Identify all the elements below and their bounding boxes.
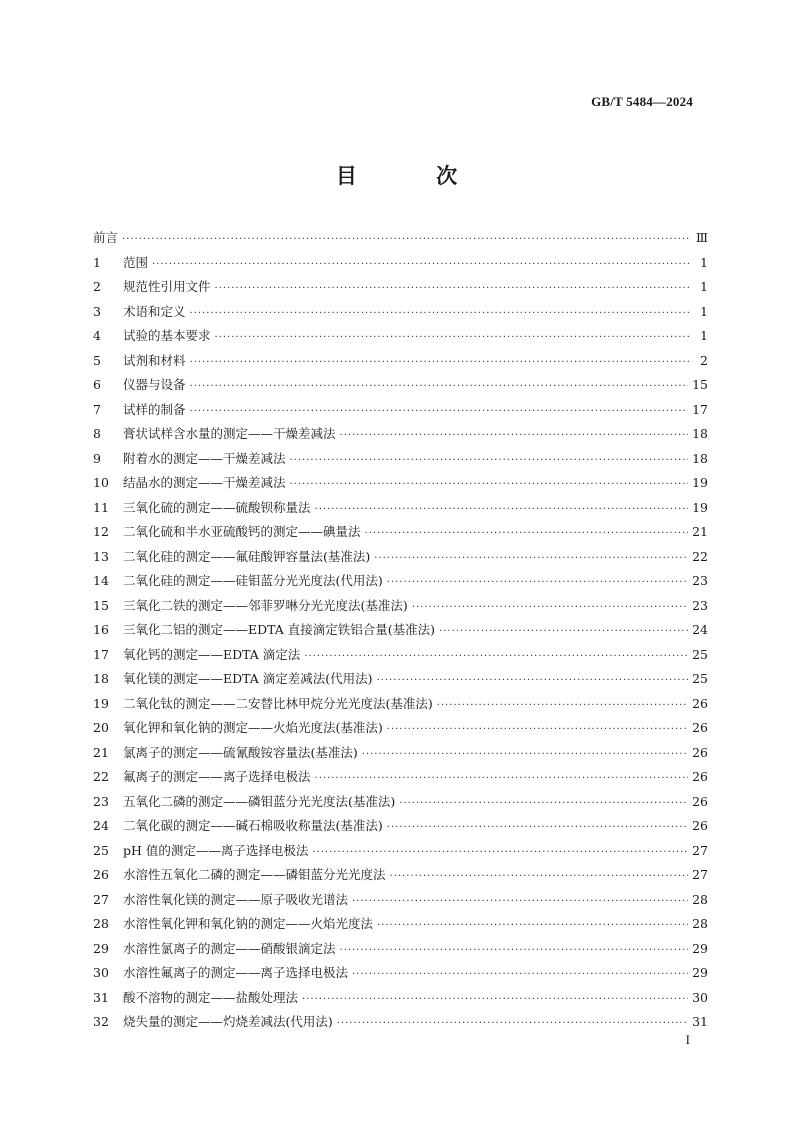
toc-entry[interactable] (93, 937, 708, 962)
toc-leader-dots (412, 596, 688, 621)
toc-entry-title: 结晶水的测定——干燥差减法 (123, 475, 286, 490)
toc-entry-page: 22 (692, 548, 708, 564)
toc-entry[interactable] (93, 692, 708, 717)
toc-entry-page: 28 (692, 891, 708, 907)
toc-entry-title: 术语和定义 (123, 303, 186, 319)
toc-entry[interactable] (93, 986, 708, 1011)
toc-entry-title: 五氧化二磷的测定——磷钼蓝分光光度法(基准法) (123, 793, 396, 809)
toc-leader-dots (377, 914, 688, 939)
toc-entry-number: 30 (93, 965, 109, 980)
toc-leader-dots (312, 841, 688, 866)
toc-entry[interactable] (93, 569, 708, 594)
toc-entry-page: 23 (692, 573, 708, 588)
toc-leader-dots (152, 253, 690, 278)
toc-leader-dots (387, 718, 688, 743)
toc-leader-dots (387, 816, 688, 841)
toc-entry[interactable] (93, 324, 708, 349)
toc-entry-number: 21 (93, 744, 109, 760)
toc-entry[interactable] (93, 618, 708, 643)
toc-entry[interactable] (93, 741, 708, 766)
toc-entry-page: 15 (692, 377, 708, 392)
toc-entry-title: 氧化镁的测定——EDTA 滴定差减法(代用法) (123, 671, 373, 686)
table-of-contents (93, 226, 708, 1035)
toc-entry-page: 26 (692, 720, 708, 735)
toc-entry[interactable] (93, 447, 708, 472)
toc-entry-page: Ⅲ (695, 230, 708, 245)
toc-entry-title: 氧化钙的测定——EDTA 滴定法 (123, 646, 301, 662)
toc-entry-number: 20 (93, 720, 109, 735)
toc-leader-dots (190, 351, 690, 376)
toc-entry-title: 膏状试样含水量的测定——干燥差减法 (123, 426, 336, 441)
toc-entry[interactable] (93, 520, 708, 545)
toc-entry[interactable] (93, 373, 708, 398)
toc-entry[interactable] (93, 643, 708, 668)
toc-entry-title: 二氧化硅的测定——氟硅酸钾容量法(基准法) (123, 548, 371, 564)
toc-entry[interactable] (93, 716, 708, 741)
toc-entry[interactable] (93, 471, 708, 496)
toc-entry-title: 三氧化硫的测定——硫酸钡称量法 (123, 499, 311, 515)
toc-leader-dots (122, 228, 690, 253)
toc-entry[interactable] (93, 790, 708, 815)
toc-entry-title: 水溶性氟离子的测定——离子选择电极法 (123, 965, 349, 980)
toc-entry[interactable] (93, 398, 708, 423)
toc-leader-dots (377, 669, 689, 694)
toc-entry[interactable] (93, 667, 708, 692)
toc-entry-title: 水溶性氧化钾和氧化钠的测定——火焰光度法 (123, 916, 374, 931)
toc-leader-dots (302, 988, 688, 1013)
toc-entry-title: 试验的基本要求 (123, 328, 211, 343)
toc-entry-page: 1 (700, 279, 708, 294)
toc-entry-number: 12 (93, 524, 109, 539)
toc-entry-number: 27 (93, 891, 109, 907)
toc-leader-dots (390, 865, 689, 890)
toc-entry-number: 13 (93, 548, 109, 564)
toc-entry-title: 三氧化二铝的测定——EDTA 直接滴定铁铝合量(基准法) (123, 622, 436, 637)
toc-entry-title: 规范性引用文件 (123, 279, 211, 294)
toc-entry-title: 氯离子的测定——硫氰酸铵容量法(基准法) (123, 744, 358, 760)
toc-entry-title: 前言 (93, 230, 119, 245)
toc-entry-number: 4 (93, 328, 101, 343)
toc-leader-dots (190, 375, 689, 400)
toc-entry-number: 32 (93, 1014, 109, 1029)
toc-entry-number: 11 (93, 499, 109, 515)
toc-entry-page: 17 (692, 401, 708, 417)
toc-entry-number: 23 (93, 793, 109, 809)
toc-leader-dots (215, 326, 690, 351)
toc-entry-title: 二氧化硅的测定——硅钼蓝分光光度法(代用法) (123, 573, 383, 588)
toc-entry-title: 二氧化钛的测定——二安替比林甲烷分光光度法(基准法) (123, 695, 433, 711)
toc-entry-title: 酸不溶物的测定——盐酸处理法 (123, 989, 299, 1005)
toc-leader-dots (337, 1012, 688, 1037)
toc-entry[interactable] (93, 888, 708, 913)
toc-entry-number: 16 (93, 622, 109, 637)
toc-entry[interactable] (93, 496, 708, 521)
toc-entry[interactable] (93, 545, 708, 570)
toc-entry[interactable] (93, 814, 708, 839)
toc-leader-dots (340, 939, 689, 964)
toc-entry[interactable] (93, 349, 708, 374)
toc-entry[interactable] (93, 912, 708, 937)
toc-entry[interactable] (93, 863, 708, 888)
toc-entry-title: 试剂和材料 (123, 352, 186, 368)
toc-entry-page: 26 (692, 793, 708, 809)
toc-entry-page: 26 (692, 769, 708, 784)
toc-entry-number: 26 (93, 867, 109, 882)
page-title: 目 次 (335, 164, 494, 188)
toc-entry-page: 30 (692, 989, 708, 1005)
toc-entry-page: 31 (692, 1014, 708, 1029)
toc-leader-dots (315, 767, 689, 792)
toc-entry-number: 29 (93, 940, 109, 956)
toc-entry-number: 2 (93, 279, 101, 294)
toc-entry[interactable] (93, 226, 708, 251)
toc-entry-page: 24 (692, 622, 708, 637)
toc-leader-dots (352, 963, 688, 988)
toc-leader-dots (352, 890, 688, 915)
toc-entry-number: 14 (93, 573, 109, 588)
toc-leader-dots (362, 743, 688, 768)
toc-entry-page: 19 (692, 475, 708, 490)
toc-entry-title: 仪器与设备 (123, 377, 186, 392)
toc-entry-number: 18 (93, 671, 109, 686)
toc-entry-page: 2 (700, 352, 708, 368)
toc-entry[interactable] (93, 251, 708, 276)
toc-entry-number: 22 (93, 769, 109, 784)
toc-entry[interactable] (93, 275, 708, 300)
toc-entry-title: 二氧化碳的测定——碱石棉吸收称量法(基准法) (123, 818, 383, 833)
toc-entry-page: 28 (692, 916, 708, 931)
toc-entry-title: 附着水的测定——干燥差减法 (123, 450, 286, 466)
toc-entry-number: 24 (93, 818, 109, 833)
toc-entry-page: 25 (692, 646, 708, 662)
toc-entry-number: 15 (93, 597, 109, 613)
toc-entry-page: 1 (700, 254, 708, 270)
toc-entry-page: 27 (692, 867, 708, 882)
toc-leader-dots (439, 620, 688, 645)
toc-entry-page: 1 (700, 328, 708, 343)
toc-entry-page: 23 (692, 597, 708, 613)
toc-entry-number: 5 (93, 352, 101, 368)
toc-entry-number: 9 (93, 450, 101, 466)
toc-leader-dots (387, 571, 688, 596)
toc-entry-title: 三氧化二铁的测定——邻菲罗啉分光光度法(基准法) (123, 597, 408, 613)
toc-leader-dots (365, 522, 689, 547)
toc-entry[interactable] (93, 1010, 708, 1035)
toc-entry-page: 26 (692, 744, 708, 760)
toc-entry-number: 19 (93, 695, 109, 711)
toc-entry-page: 25 (692, 671, 708, 686)
toc-entry[interactable] (93, 594, 708, 619)
toc-leader-dots (340, 424, 689, 449)
toc-entry-page: 27 (692, 842, 708, 858)
toc-entry-number: 10 (93, 475, 109, 490)
toc-entry-number: 28 (93, 916, 109, 931)
toc-entry[interactable] (93, 422, 708, 447)
standard-code: GB/T 5484—2024 (591, 94, 693, 109)
toc-entry-page: 18 (692, 450, 708, 466)
toc-entry-title: 烧失量的测定——灼烧差减法(代用法) (123, 1014, 333, 1029)
toc-entry-page: 29 (692, 940, 708, 956)
toc-entry-number: 25 (93, 842, 109, 858)
toc-leader-dots (290, 473, 689, 498)
toc-leader-dots (315, 498, 689, 523)
toc-leader-dots (215, 277, 690, 302)
toc-entry-number: 31 (93, 989, 109, 1005)
toc-entry-page: 1 (700, 303, 708, 319)
toc-leader-dots (399, 792, 688, 817)
toc-entry-title: 二氧化硫和半水亚硫酸钙的测定——碘量法 (123, 524, 361, 539)
toc-entry-page: 18 (692, 426, 708, 441)
toc-entry-title: 氧化钾和氧化钠的测定——火焰光度法(基准法) (123, 720, 383, 735)
toc-entry-number: 3 (93, 303, 101, 319)
toc-entry[interactable] (93, 300, 708, 325)
toc-entry-page: 21 (692, 524, 708, 539)
toc-entry-page: 19 (692, 499, 708, 515)
toc-leader-dots (290, 449, 689, 474)
toc-entry-title: 试样的制备 (123, 401, 186, 417)
toc-leader-dots (304, 645, 688, 670)
toc-entry-number: 6 (93, 377, 101, 392)
toc-entry[interactable] (93, 961, 708, 986)
toc-entry-page: 29 (692, 965, 708, 980)
toc-entry-title: 水溶性氯离子的测定——硝酸银滴定法 (123, 940, 336, 956)
toc-leader-dots (190, 302, 690, 327)
toc-entry-number: 7 (93, 401, 101, 417)
toc-entry-title: 范围 (123, 254, 149, 270)
toc-entry-title: pH 值的测定——离子选择电极法 (123, 842, 309, 858)
toc-entry-title: 水溶性氧化镁的测定——原子吸收光谱法 (123, 891, 349, 907)
toc-leader-dots (437, 694, 688, 719)
toc-entry-number: 1 (93, 254, 101, 270)
toc-entry-page: 26 (692, 695, 708, 711)
page-number: I (685, 1032, 690, 1047)
toc-entry-number: 17 (93, 646, 109, 662)
toc-entry-page: 26 (692, 818, 708, 833)
toc-leader-dots (374, 547, 688, 572)
toc-entry[interactable] (93, 765, 708, 790)
toc-entry-title: 水溶性五氧化二磷的测定——磷钼蓝分光光度法 (123, 867, 386, 882)
toc-entry-title: 氟离子的测定——离子选择电极法 (123, 769, 311, 784)
toc-leader-dots (190, 400, 689, 425)
toc-entry-number: 8 (93, 426, 101, 441)
toc-entry[interactable] (93, 839, 708, 864)
